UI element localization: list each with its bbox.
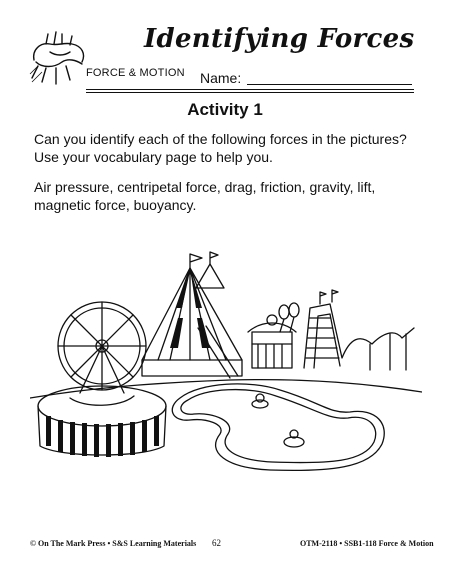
name-field-line[interactable] [247, 84, 412, 85]
footer-product-code: OTM-2118 • SSB1-118 Force & Motion [300, 539, 434, 548]
instructions-text: Can you identify each of the following forces in the pictures? Use your vocabulary page to help you. [34, 131, 407, 165]
header-rule-top [86, 89, 414, 90]
series-label: FORCE & MOTION [86, 67, 185, 79]
footer-page-number: 62 [212, 538, 221, 548]
worksheet-title: Identifying Forces [144, 24, 415, 54]
activity-heading: Activity 1 [187, 100, 263, 119]
name-label: Name: [200, 70, 242, 86]
hands-logo-icon [28, 22, 90, 88]
swimming-pool-icon [172, 384, 384, 471]
ticket-booth-icon [248, 303, 299, 368]
force-word-list: Air pressure, centripetal force, drag, friction, gravity, lift, magnetic force, buoyancy. [34, 179, 376, 213]
amusement-park-illustration [30, 248, 422, 488]
ferris-wheel-icon [58, 302, 146, 393]
footer-publisher: © On The Mark Press • S&S Learning Materials [30, 539, 197, 548]
roller-coaster-icon [304, 290, 414, 370]
header-rule-bottom [86, 92, 414, 93]
